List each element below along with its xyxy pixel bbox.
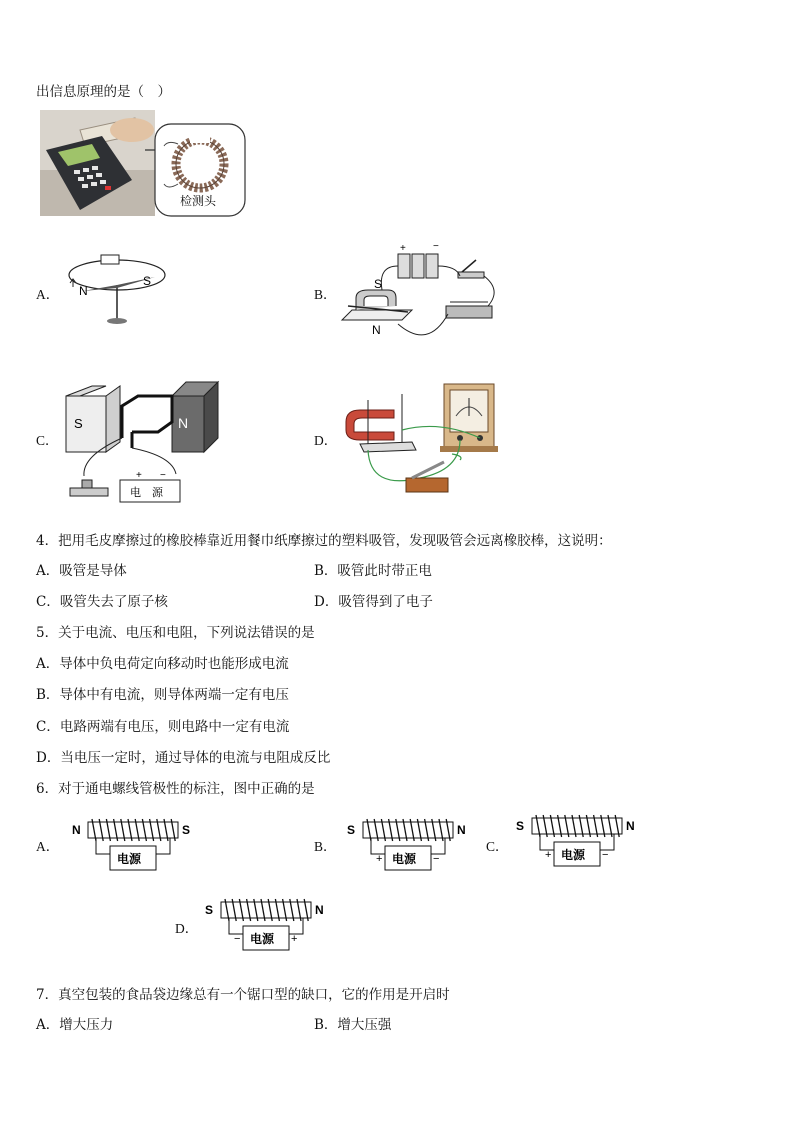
q3-option-c-figure	[62, 376, 227, 510]
q3-option-c-letter: C．	[36, 433, 59, 448]
power-source-label: 电源	[561, 848, 586, 862]
q6-solenoid-figure	[512, 812, 640, 880]
q5-option-a: A．导体中负电荷定向移动时也能形成电流	[36, 656, 289, 672]
q4-option-b: B．吸管此时带正电	[314, 563, 432, 579]
source-right-terminal: +	[291, 933, 298, 945]
card-reader-figure	[40, 110, 250, 218]
a-n-label: N	[79, 284, 88, 298]
q7-option-a: A．增大压力	[36, 1017, 114, 1033]
solenoid-right-pole: N	[626, 819, 635, 833]
svg-text:−: −	[160, 470, 166, 481]
q6-solenoid-figure	[343, 816, 471, 884]
power-source-label: 电源	[117, 852, 142, 866]
q3-option-b-letter: B．	[314, 287, 337, 302]
svg-text:+: +	[136, 470, 142, 481]
q5-option-b: B．导体中有电流，则导体两端一定有电压	[36, 687, 289, 703]
q6-stem: 6．对于通电螺线管极性的标注，图中正确的是	[36, 781, 315, 797]
source-right-terminal: −	[433, 853, 440, 865]
q4-stem: 4．把用毛皮摩擦过的橡胶棒靠近用餐巾纸摩擦过的塑料吸管，发现吸管会远离橡胶棒，这说明：	[36, 533, 612, 549]
power-source-label: 电源	[392, 852, 417, 866]
detector-head-label: 检测头	[180, 194, 217, 208]
q3-option-a-figure	[65, 247, 175, 329]
solenoid-left-pole: N	[72, 823, 81, 837]
solenoid-right-pole: N	[457, 823, 466, 837]
solenoid-left-pole: S	[516, 819, 525, 833]
q5-option-c: C．电路两端有电压，则电路中一定有电流	[36, 719, 290, 735]
q3-option-d-figure	[340, 380, 502, 500]
q6-option-d-letter: D．	[175, 921, 199, 936]
source-left-terminal: −	[234, 933, 241, 945]
source-left-terminal: +	[545, 849, 552, 861]
q3-option-d-letter: D．	[314, 433, 338, 448]
solenoid-left-pole: S	[205, 903, 214, 917]
q4-option-c: C．吸管失去了原子核	[36, 594, 168, 610]
q6-option-b-letter: B．	[314, 839, 337, 854]
c-n-label: N	[178, 415, 189, 431]
solenoid-right-pole: S	[182, 823, 191, 837]
svg-text:电 源: 电 源	[130, 487, 163, 499]
q4-option-d: D．吸管得到了电子	[314, 594, 433, 610]
q3-stem-tail: 出信息原理的是（ ）	[36, 84, 171, 100]
source-left-terminal: +	[376, 853, 383, 865]
q6-solenoid-figure	[68, 816, 196, 884]
c-s-label: S	[74, 416, 83, 431]
svg-text:+: +	[400, 243, 406, 254]
solenoid-right-pole: N	[315, 903, 324, 917]
solenoid-left-pole: S	[347, 823, 356, 837]
q7-stem: 7．真空包装的食品袋边缘总有一个锯口型的缺口，它的作用是开启时	[36, 987, 450, 1003]
q4-option-a: A．吸管是导体	[36, 563, 127, 579]
q3-option-a-letter: A．	[36, 287, 60, 302]
q5-option-d: D．当电压一定时，通过导体的电流与电阻成反比	[36, 750, 331, 766]
svg-text:−: −	[433, 241, 439, 252]
q6-option-c-letter: C．	[486, 839, 509, 854]
source-right-terminal: −	[602, 849, 609, 861]
q6-option-a-letter: A．	[36, 839, 60, 854]
q5-stem: 5．关于电流、电压和电阻，下列说法错误的是	[36, 625, 315, 641]
q6-solenoid-figure	[201, 896, 329, 964]
a-s-label: S	[143, 274, 152, 288]
svg-text:S: S	[374, 277, 383, 291]
q3-option-b-figure	[338, 240, 503, 348]
svg-text:N: N	[372, 323, 381, 337]
power-source-label: 电源	[250, 932, 275, 946]
q7-option-b: B．增大压强	[314, 1017, 392, 1033]
